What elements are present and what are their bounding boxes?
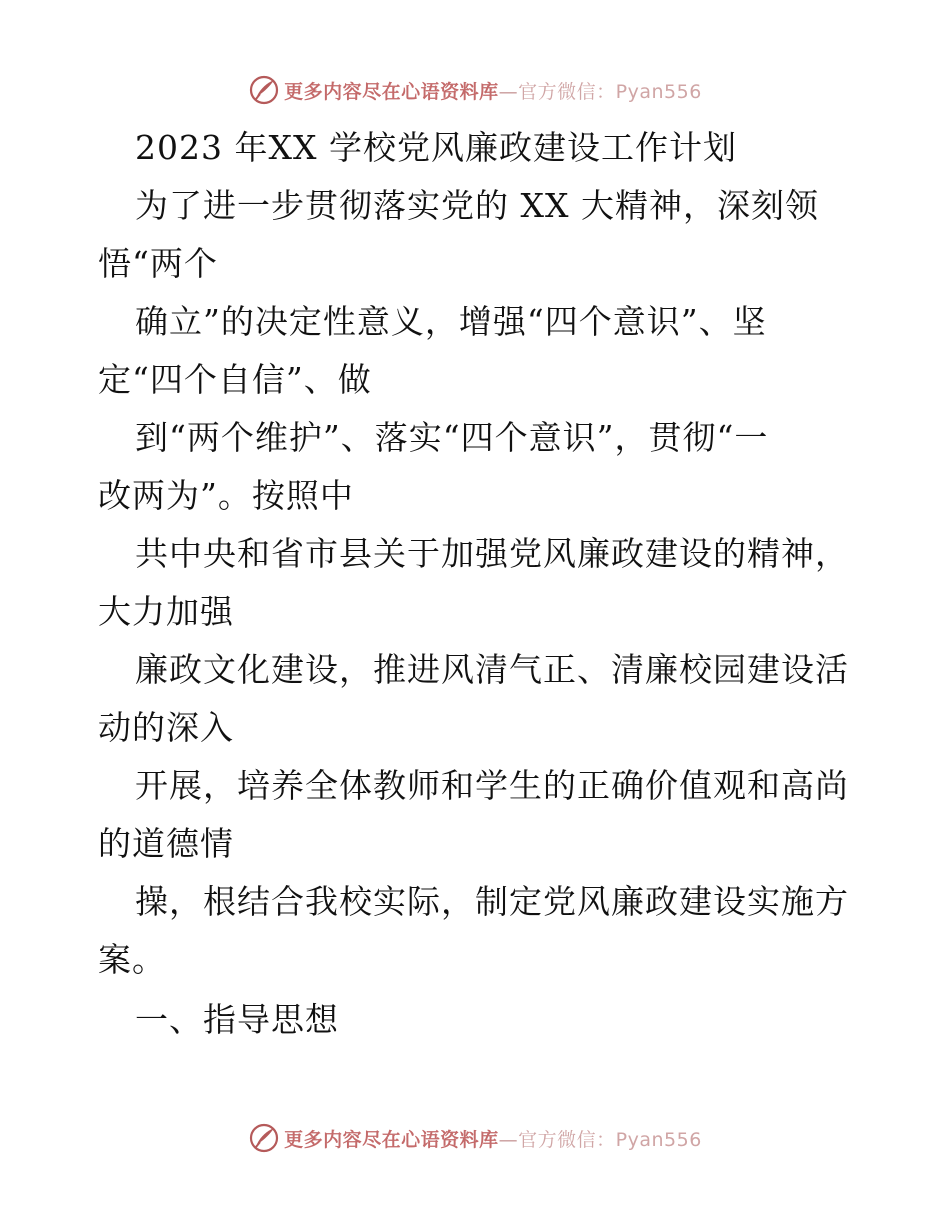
section-heading: 一、指导思想 <box>135 1000 339 1039</box>
document-title: 2023 年XX 学校党风廉政建设工作计划 <box>135 128 737 167</box>
paragraph-line: 悟“两个 <box>98 244 218 283</box>
paragraph-line: 动的深入 <box>98 708 234 747</box>
paragraph-line: 大力加强 <box>98 592 234 631</box>
paragraph-line: 开展，培养全体教师和学生的正确价值观和高尚 <box>135 766 849 805</box>
paragraph-line: 廉政文化建设，推进风清气正、清廉校园建设活 <box>135 650 849 689</box>
feather-pen-logo-icon <box>248 1122 280 1154</box>
feather-pen-logo-icon <box>248 74 280 106</box>
paragraph-line: 为了进一步贯彻落实党的 XX 大精神，深刻领 <box>135 186 819 225</box>
paragraph-line: 案。 <box>98 940 166 979</box>
paragraph-line: 到“两个维护”、落实“四个意识”，贯彻“一 <box>135 418 769 457</box>
paragraph-line: 改两为”。按照中 <box>98 476 354 515</box>
paragraph-line: 操，根结合我校实际，制定党风廉政建设实施方 <box>135 882 849 921</box>
footer-watermark <box>0 1118 950 1158</box>
header-watermark <box>0 70 950 110</box>
paragraph-line: 定“四个自信”、做 <box>98 360 372 399</box>
paragraph-line: 共中央和省市县关于加强党风廉政建设的精神， <box>135 534 849 573</box>
watermark-text: 更多内容尽在心语资料库—官方微信：Pyan556 <box>284 80 702 103</box>
watermark-text: 更多内容尽在心语资料库—官方微信：Pyan556 <box>284 1128 702 1151</box>
paragraph-line: 确立”的决定性意义，增强“四个意识”、坚 <box>135 302 767 341</box>
paragraph-line: 的道德情 <box>98 824 234 863</box>
